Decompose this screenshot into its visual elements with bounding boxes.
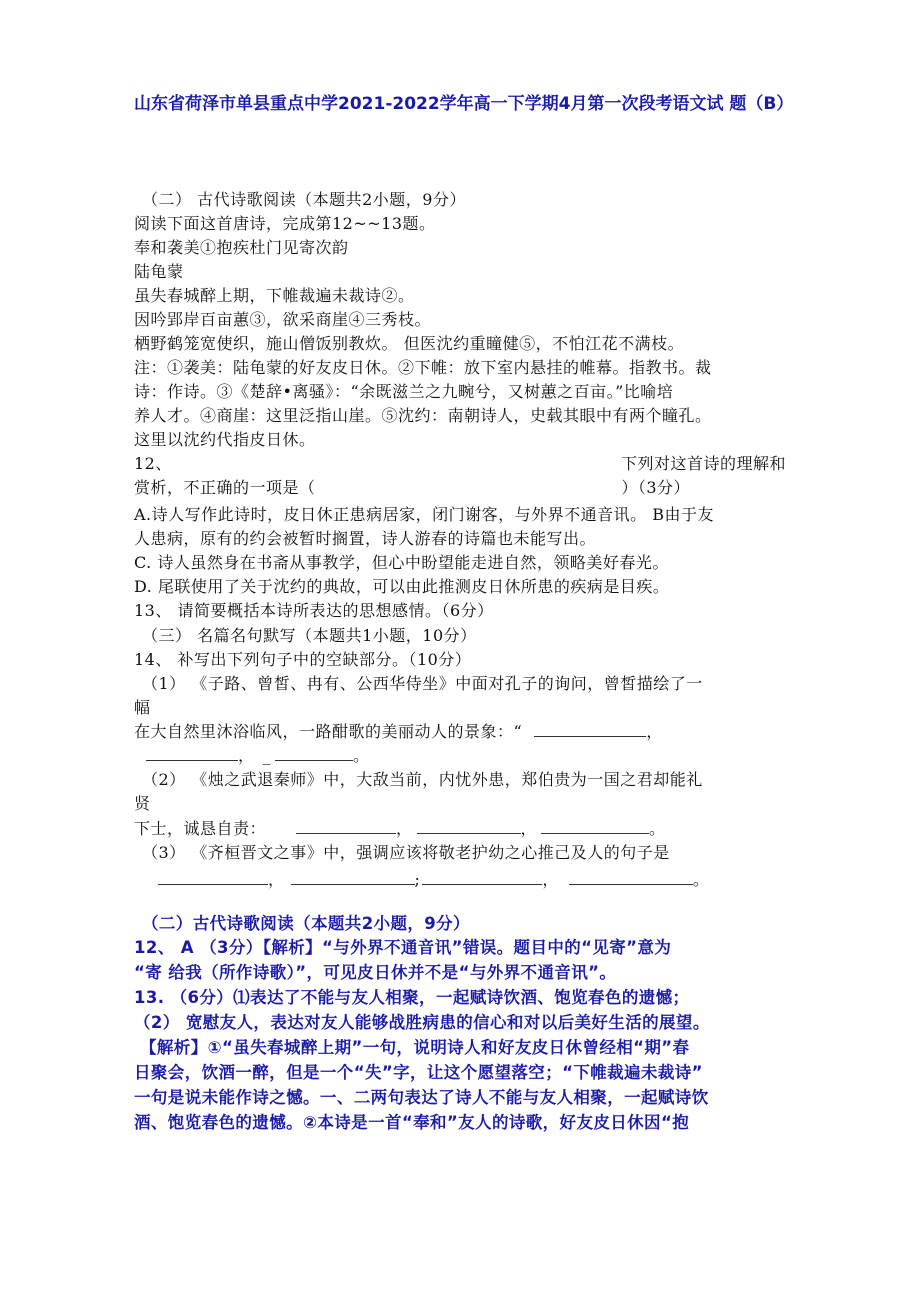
answer-blank[interactable] [291,870,415,885]
poem-line-2: 因吟郢岸百亩蕙③，欲采商崖④三秀枝。 [134,310,432,329]
q14-3-line-a: （3） 《齐桓晋文之事》中，强调应该将敬老护幼之心推己及人的句子是 [142,843,670,862]
section3-heading: （三） 名篇名句默写（本题共1小题，10分） [142,626,477,645]
q14-1-line-d [146,744,798,768]
answer-13-line-2: （2） 宽慰友人，表达对友人能够战胜病患的信心和对以后美好生活的展望。 [134,1013,710,1032]
comma: ， [646,722,663,741]
q12-option-a-line-1: A.诗人写作此诗时，皮日休正患病居家，闭门谢客，与外界不通音讯。 B由于友 [134,505,714,524]
comma: ， [268,870,285,889]
comma: ， [396,819,413,838]
answer-blank[interactable] [541,819,649,834]
q12-number: 12、 [134,454,172,473]
q14-1-line-b: 幅 [134,698,151,717]
q12-text-a: 下列对这首诗的理解和 [620,454,786,473]
note-line-1: 注：①袭美：陆龟蒙的好友皮日休。②下帷：放下室内悬挂的帷幕。指教书。裁 [134,358,712,377]
q12-option-a-line-2: 人患病，原有的约会被暂时搁置，诗人游春的诗篇也未能写出。 [134,529,597,548]
answer-12-line-2: “寄 给我（所作诗歌）”，可见皮日休并不是“与外界不通音讯”。 [134,963,617,982]
comma: ， [238,746,255,765]
q12-text-c: ）（3分） [621,478,690,497]
answer-blank[interactable] [275,746,353,761]
q14-1-line-c [134,720,786,744]
poem-author: 陆龟蒙 [134,262,184,281]
note-line-2: 诗：作诗。③《楚辞•离骚》：“余既滋兰之九畹兮，又树蕙之百亩。”比喻培 [134,382,674,401]
q14-1-line-a: （1） 《子路、曾皙、冉有、公西华侍坐》中面对孔子的询问，曾皙描绘了一 [142,674,703,693]
q14: 14、 补写出下列句子中的空缺部分。（10分） [134,650,472,669]
note-line-4: 这里以沈约代指皮日休。 [134,430,316,449]
note-line-3: 养人才。④商崖：这里泛指山崖。⑤沈约：南朝诗人，史载其眼中有两个瞳孔。 [134,406,712,425]
answer-13-line-5: 一句是说未能作诗之憾。一、二两句表达了诗人不能与友人相聚，一起赋诗饮 [134,1088,709,1107]
document-title: 山东省荷泽市单县重点中学2021-2022学年高一下学期4月第一次段考语文试 题（B） [134,94,794,114]
period: 。 [649,819,666,838]
q13: 13、 请简要概括本诗所表达的思想感情。（6分） [134,601,494,620]
period: 。 [692,870,710,889]
poem-line-3: 栖野鹤笼宽使织，施山僧饭别教炊。 但医沈约重瞳健⑤，不怕江花不满枝。 [134,334,685,353]
answer-blank[interactable] [296,819,396,834]
answer-13-line-3: 【解析】①“虽失春城醉上期”一句，说明诗人和好友皮日休曾经相“期”春 [140,1038,690,1057]
semicolon: ; [414,870,421,889]
q14-3-line-b [158,868,810,892]
q12-option-c: C. 诗人虽然身在书斋从事教学，但心中盼望能走进自然，领略美好春光。 [134,553,669,572]
answer-blank[interactable] [146,746,238,761]
answer-13-line-1: 13. （6分）⑴表达了不能与友人相聚，一起赋诗饮酒、饱览春色的遗憾； [134,988,690,1007]
answer-blank[interactable] [569,870,693,885]
q12-line-2 [134,476,786,500]
q14-2-prompt: 下士，诚恳自责： [134,819,267,838]
q14-2-line-a: （2） 《烛之武退秦师》中，大敌当前，内忧外患，郑伯贵为一国之君却能礼 [142,770,703,789]
answer-blank[interactable] [417,819,521,834]
comma: ， [520,819,538,838]
q14-2-line-c [134,817,786,841]
poem-line-1: 虽失春城醉上期，下帷裁遍未裁诗②。 [134,286,415,305]
answer-blank[interactable] [422,870,542,885]
instruction: 阅读下面这首唐诗，完成第12~~13题。 [134,214,436,233]
q12-option-d: D. 尾联使用了关于沈约的典故，可以由此推测皮日休所患的疾病是目疾。 [134,577,670,596]
answer-13-line-4: 日聚会，饮酒一醉，但是一个“失”字，让这个愿望落空；“下帷裁遍未裁诗” [134,1063,703,1082]
q14-2-line-b: 贤 [134,794,151,813]
q12-line-1 [134,452,786,476]
answer-blank[interactable] [534,722,646,737]
answer-blank[interactable] [158,870,268,885]
comma: ， [542,870,559,889]
underscore-mark: _ [262,746,272,765]
q14-1-prompt: 在大自然里沐浴临风，一路酣歌的美丽动人的景象：“ [134,722,523,741]
answer-13-line-6: 酒、饱览春色的遗憾。②本诗是一首“奉和”友人的诗歌，好友皮日休因“抱 [134,1113,690,1132]
poem-title: 奉和袭美①抱疾杜门见寄次韵 [134,238,349,257]
answer-12-line-1: 12、 A （3分）【解析】“与外界不通音讯”错误。题目中的“见寄”意为 [134,938,672,957]
section2-heading: （二） 古代诗歌阅读（本题共2小题，9分） [142,190,466,209]
q12-text-b: 赏析，不正确的一项是（ [134,478,316,497]
period: 。 [353,746,370,765]
answer-section-heading: （二）古代诗歌阅读（本题共2小题，9分） [142,914,470,933]
